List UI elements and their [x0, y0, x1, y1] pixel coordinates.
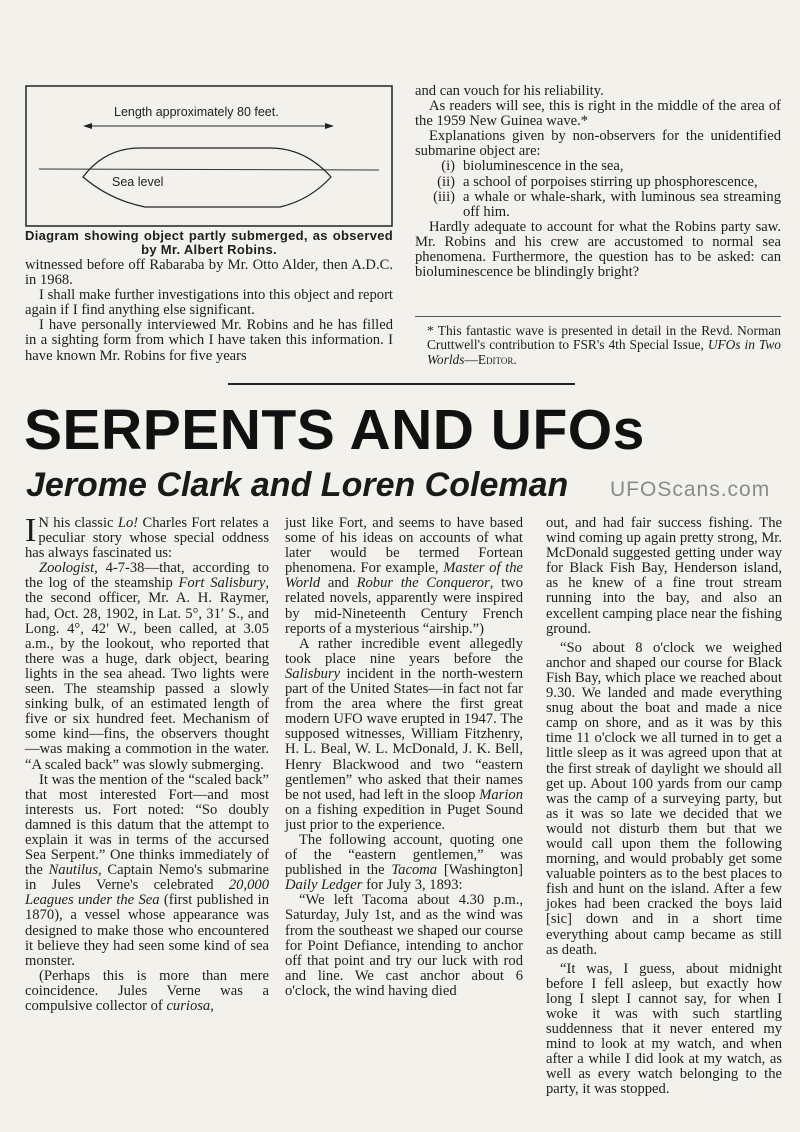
footnote: [415, 324, 781, 367]
text-run: and can vouch for his reliability.: [415, 83, 604, 99]
italic-text: UFOs in Two Worlds: [427, 337, 782, 367]
diagram-caption: Diagram showing object partly submerged, as observed by Mr. Albert Robins.: [25, 228, 393, 257]
paragraph: [285, 893, 523, 999]
text-run: witnessed before off Rabaraba by Mr. Otto Alder, then A.D.C. in 1968.: [25, 257, 393, 289]
text-run: .: [513, 351, 517, 367]
text-run: “We left Tacoma about 4.30 p.m., Saturday, July 1st, and as the wind was from the southeast we shaped our course for Point Defiance, intending to anchor off that point and try our luck with rod and line. We cast anchor about 6 o'clock, the wind having died: [285, 892, 523, 999]
text-run: , two related novels, apparently were inspired by mid-Nineteenth Century French reports of a mysterious “airship.”): [285, 575, 523, 637]
text-run: Charles Fort relates a peculiar story whose special oddness has always fascinated us:: [25, 515, 270, 562]
length-label: Length approximately 80 feet.: [114, 105, 279, 119]
previous-article-right-column: [415, 84, 781, 280]
paragraph: [415, 220, 781, 280]
text-run: on a fishing expedition in Puget Sound just prior to the experience.: [285, 801, 523, 833]
right-column-intro: [415, 84, 781, 159]
italic-text: 20,000 Leagues under the Sea: [25, 877, 269, 909]
title-rule: [228, 383, 575, 385]
list-text: a whale or whale-shark, with luminous sea streaming off him.: [463, 188, 781, 220]
text-run: (Perhaps this is more than mere coincidence. Jules Verne was a compulsive collector of: [25, 967, 269, 1014]
text-run: for July 3, 1893:: [362, 877, 463, 894]
text-run: It was the mention of the “scaled back” that most interested Fort—and most interests us. Fort noted: “So doubly damned is this datum that the attempt to explain it was in terms of the accursed Sea Serpent.” One thinks immediately of the: [25, 771, 269, 879]
list-text: bioluminescence in the sea,: [463, 158, 624, 175]
paragraph: [25, 512, 270, 562]
text-run: and: [320, 575, 357, 592]
text-run: , Captain Nemo's submarine in Jules Verne's celebrated: [25, 862, 270, 894]
text-run: [Washington]: [437, 862, 523, 879]
text-run: “It was, I guess, about midnight before I fell asleep, but exactly how long I slept I cannot say, for when I woke it was with such startling suddenness that it never entered my mind to look at my watch, and when after a while I did look at my watch, as well as every watch belonging to the party, it was stopped.: [546, 960, 782, 1098]
paragraph: [415, 129, 781, 159]
text-run: As readers will see, this is right in the middle of the area of the 1959 New Guinea wave.*: [415, 98, 781, 130]
watermark: UFOScans.com: [610, 478, 771, 501]
paragraph: [415, 84, 781, 99]
paragraph: [285, 637, 523, 833]
list-text: a school of porpoises stirring up phosphorescence,: [463, 173, 758, 190]
text-run: N his classic: [38, 515, 118, 531]
text-run: I shall make further investigations into this object and report again if I find anything else significant.: [25, 287, 393, 319]
text-run: , 4-7-38—that, according to the log of the steamship: [25, 560, 269, 592]
text-run: just like Fort, and seems to have based some of his ideas on accounts of what later would be termed Fortean phenomena. For example,: [285, 515, 523, 577]
arrow-head-right: [325, 123, 334, 129]
article-title: SERPENTS AND UFOs: [24, 398, 645, 462]
italic-text: Master of the World: [285, 560, 523, 592]
text-run: I have personally interviewed Mr. Robins and he has filled in a sighting form from which I have taken this information. I have known Mr. Robins for five years: [25, 317, 393, 364]
text-run: The following account, quoting one of the “eastern gentlemen,” was published in the: [285, 831, 523, 879]
paragraph: [285, 833, 523, 893]
text-run: Editor: [477, 351, 514, 367]
italic-text: Robur the Conqueror: [356, 575, 490, 592]
text-run: , the second officer, Mr. A. H. Raymer, had, Oct. 28, 1902, in Lat. 5°, 31′ S., and Long. 4°, 42′ W., been called, at 3.05 a.m., by the lookout, who reported that there was a huge, dark object, bearing lights in the sea ahead. Two lights were seen. The steamship passed a slowly sinking bulk, of an estimated length of five or six hundred feet. Mechanism of some kind—fins, the observers thought—was making a commotion in the water. “A scaled back” was slowly submerging.: [25, 575, 269, 773]
list-number: (i): [441, 158, 455, 175]
list-item: [415, 175, 781, 190]
list-number: (ii): [437, 173, 455, 190]
article-column-3: [546, 516, 782, 1098]
paragraph: [25, 561, 269, 772]
drop-cap: I: [25, 512, 37, 549]
paragraph: [25, 318, 393, 363]
sea-level-label: Sea level: [112, 175, 164, 189]
italic-text: Nautilus: [48, 862, 99, 879]
text-run: (first published in 1870), a vessel whose appearance was designed to make those who encountered it believe they had seen some kind of sea monster.: [25, 892, 269, 969]
italic-text: Salisbury: [285, 665, 341, 682]
italic-text: Tacoma: [391, 862, 438, 879]
list-number: (iii): [433, 188, 455, 205]
arrow-head-left: [83, 123, 92, 129]
paragraph: [25, 773, 269, 969]
text-run: A rather incredible event allegedly took place nine years before the: [285, 635, 523, 667]
text-run: —: [464, 351, 478, 367]
paragraph: [546, 962, 782, 1098]
text-run: ,: [210, 998, 214, 1014]
italic-text: Lo!: [117, 515, 139, 531]
article-column-2: [285, 516, 523, 999]
paragraph: [546, 516, 782, 637]
paragraph: [415, 324, 781, 367]
italic-text: Fort Salisbury: [178, 575, 266, 592]
italic-text: curiosa: [166, 998, 211, 1014]
paragraph: [25, 288, 393, 318]
italic-text: Zoologist: [39, 560, 95, 577]
paragraph: [25, 258, 393, 288]
text-run: incident in the north-western part of the United States—in fact not far from the area where the first great modern UFO wave erupted in 1947. The supposed witnesses, William Fitzhenry, H. L. Beal, W. L. McDonald, J. K. Bell, Henry Blackwood and two “eastern gentlemen” who asked that their names be not used, had left in the sloop: [285, 665, 523, 803]
text-run: Explanations given by non-observers for the unidentified submarine object are:: [415, 128, 781, 160]
italic-text: Daily Ledger: [285, 877, 363, 894]
explanations-list: [415, 159, 781, 219]
list-item: [415, 159, 781, 174]
footnote-divider: [415, 316, 781, 317]
text-run: “So about 8 o'clock we weighed anchor and shaped our course for Black Fish Bay, which place we reached about 9.30. We landed and made everything snug about the boat and made a nice camp on shore, and as it was by this time 11 o'clock we all turned in to get a little sleep as it was agreed upon that at the first streak of daylight we should all get up. About 100 yards from our camp was the camp of a surveying party, but as it was so late we decided that we would not disturb them but that we would call upon them the following morning, and would probably get some valuable pointers as to the best places to fish and hunt on the island. After a few jokes had been cracked the boys laid [sic] down and in a short time everything about camp became as still as death.: [546, 639, 782, 958]
right-column-conclusion: [415, 220, 781, 280]
italic-text: Marion: [479, 786, 523, 803]
text-run: out, and had fair success fishing. The wind coming up again pretty strong, Mr. McDonald suggested getting under way for Black Fish Bay, Henderson island, as he knew of a fine trout stream running into the bay, and also an excellent camping place near the fishing ground.: [546, 515, 782, 637]
previous-article-left-column: [25, 258, 393, 364]
text-run: * This fantastic wave is presented in detail in the Revd. Norman Cruttwell's contribution to FSR's 4th Special Issue,: [427, 323, 781, 353]
article-authors: Jerome Clark and Loren Coleman: [26, 466, 569, 504]
paragraph: [285, 516, 523, 637]
article-column-1: [25, 512, 270, 1014]
text-run: Hardly adequate to account for what the Robins party saw. Mr. Robins and his crew are accustomed to normal sea phenomena. Furthermore, the question has to be asked: can bioluminescence be blindingly bright?: [415, 218, 781, 281]
submerged-object-diagram: [25, 85, 393, 227]
list-item: [415, 190, 781, 220]
paragraph: [546, 641, 782, 958]
paragraph: [415, 99, 781, 129]
paragraph: [25, 969, 269, 1014]
